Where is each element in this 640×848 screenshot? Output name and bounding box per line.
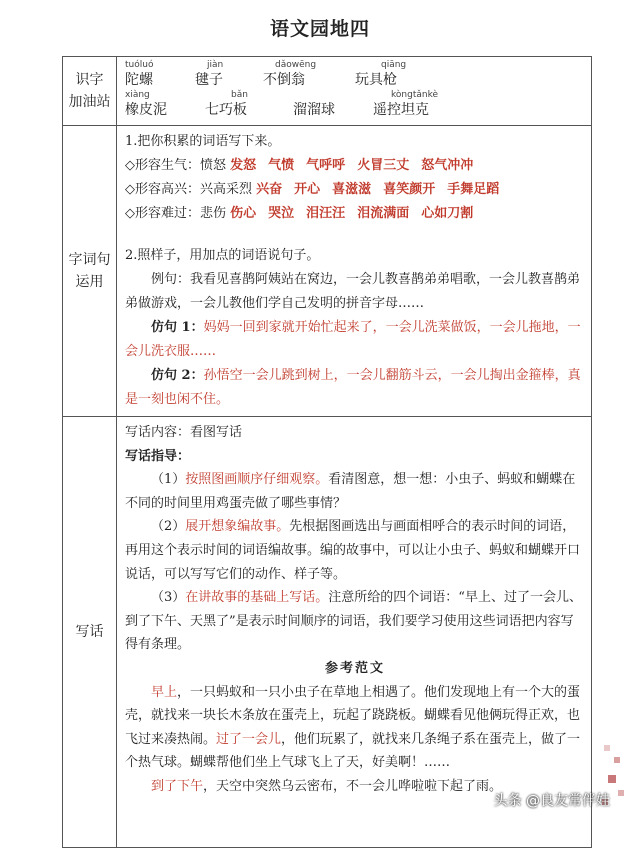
vocab-label-line2: 加油站 — [68, 94, 111, 110]
page-title: 语文园地四 — [269, 18, 370, 40]
writing-label-text: 写话 — [75, 624, 104, 640]
sample-essay-title: 参考范文 — [324, 660, 385, 676]
sample-paragraph-2: 到了下午，天空中突然乌云密布，不一会儿哗啦啦下起了雨。 — [151, 778, 503, 794]
writing-label — [63, 417, 117, 848]
sample-paragraph-1: 早上，一只蚂蚁和一只小虫子在草地上相遇了。他们发现地上有一个大的蛋壳，就找来一块长木条放在蛋壳上，玩起了跷跷板。蝴蝶看见他俩玩得正欢，也飞过来凑热闹。过了一会儿，他们玩累了，就找来几条绳子系在蛋壳上，做了一个热气球。蝴蝶帮他们坐上气球飞上了天，好美啊！…… — [125, 684, 581, 771]
vocab-word: xiàng 橡皮泥 — [125, 90, 167, 118]
vocab-word: tuóluó 陀螺 — [125, 60, 154, 88]
usage-label-line2: 运用 — [75, 274, 104, 290]
guide-paragraph-2: （2）展开想象编故事。先根据图画选出与画面相呼合的表示时间的词语，再用这个表示时间的词语编故事。编的故事中，可以让小虫子、蚂蚁和蝴蝶开口说话，可以写写它们的动作、样子等。 — [125, 519, 581, 582]
vocab-word: jiàn 毽子 — [195, 60, 224, 88]
usage-cell — [117, 126, 592, 417]
writing-cell — [117, 417, 592, 848]
synonym-words: 发怒 气愤 气呼呼 火冒三丈 怒气冲冲 — [230, 158, 474, 173]
writing-row — [63, 417, 592, 848]
vocab-cell — [117, 57, 592, 126]
synonym-words: 伤心 哭泣 泪汪汪 泪流满面 心如刀割 — [230, 206, 474, 221]
vocab-line-1 — [125, 60, 585, 90]
usage-label-line1: 字词句 — [68, 252, 111, 268]
vocab-word: qiāng 玩具枪 — [355, 60, 407, 88]
guide-paragraph-3: （3）在讲故事的基础上写话。注意所给的四个词语：“早上、过了一会儿、到了下午、天黑了”是表示时间顺序的词语，我们要学习使用这些词语把内容写得有条理。 — [125, 590, 582, 653]
watermark-text: 头条 @良友常伴娃 — [493, 793, 610, 809]
usage-label — [63, 126, 117, 417]
synonym-group: ◇形容高兴：兴高采烈 兴奋 开心 喜滋滋 喜笑颜开 手舞足蹈 — [125, 182, 500, 197]
example-sentence: 例句：我看见喜鹊阿姨站在窝边，一会儿教喜鹊弟弟唱歌，一会儿教喜鹊弟弟做游戏，一会儿教他们学自己发明的拼音字母…… — [125, 272, 581, 311]
lesson-table — [62, 56, 592, 848]
vocab-word: 溜溜球 — [293, 102, 335, 118]
writing-guide-title: 写话指导： — [125, 448, 191, 464]
synonym-group: ◇形容难过：悲伤 伤心 哭泣 泪汪汪 泪流满面 心如刀割 — [125, 206, 474, 221]
usage-row — [63, 126, 592, 417]
vocab-word: bǎn 七巧板 — [205, 90, 248, 118]
vocab-label-line1: 识字 — [75, 72, 104, 88]
vocab-word: dǎowēng 不倒翁 — [263, 60, 317, 88]
synonym-group: ◇形容生气：愤怒 发怒 气愤 气呼呼 火冒三丈 怒气冲冲 — [125, 158, 474, 173]
imitation-1: 仿句 1：妈妈一回到家就开始忙起来了，一会儿洗菜做饭，一会儿拖地，一会儿洗衣服…… — [125, 320, 581, 359]
vocab-line-2 — [125, 90, 585, 120]
task1-text: 1.把你积累的词语写下来。 — [125, 134, 281, 149]
vocab-label — [63, 57, 117, 126]
guide-paragraph-1: （1）按照图画顺序仔细观察。看清图意，想一想：小虫子、蚂蚁和蝴蝶在不同的时间里用鸡蛋壳做了哪些事情？ — [125, 472, 576, 511]
vocab-row — [63, 57, 592, 126]
synonym-words: 兴奋 开心 喜滋滋 喜笑颜开 手舞足蹈 — [256, 182, 500, 197]
writing-content: 写话内容：看图写话 — [125, 425, 243, 440]
imitation-2: 仿句 2：孙悟空一会儿跳到树上，一会儿翻筋斗云，一会儿掏出金箍棒，真是一刻也闲不住。 — [125, 368, 581, 407]
vocab-word: kòngtǎnkè 遥控坦克 — [373, 90, 438, 118]
task2-text: 2.照样子，用加点的词语说句子。 — [125, 248, 320, 263]
